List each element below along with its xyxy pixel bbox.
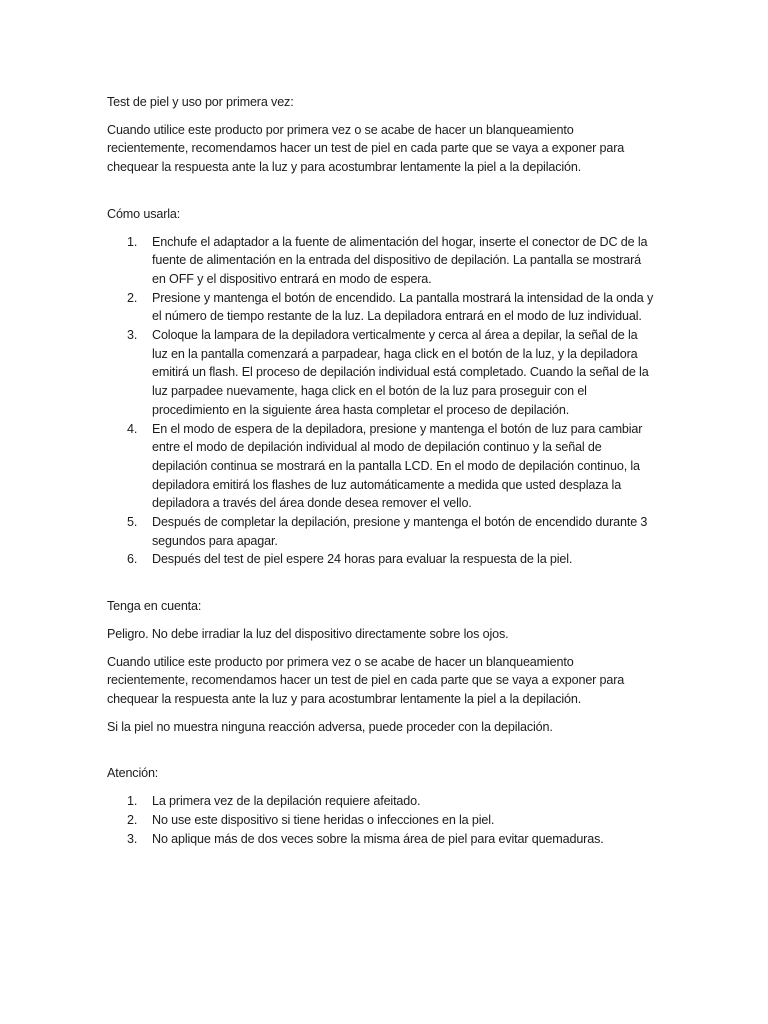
attention-number: 3. [127,831,138,846]
step-item [107,513,655,550]
attention-number: 2. [127,812,138,827]
attention-item [107,792,655,811]
step-item [107,420,655,514]
step-item [107,550,655,569]
how-to-use-heading: Cómo usarla: [107,206,181,221]
step-text: Coloque la lampara de la depiladora verticalmente y cerca al área a depilar, la señal de la luz en la pantalla comenzará a parpadear, haga click en el botón de la luz, y la depiladora emitirá un flash. El proceso de depilación individual está completado. Cuando la señal de la luz parpadee nuevamente, haga click en el botón de la luz para proseguir con el procedimiento en la siguiente área hasta completar el proceso de depilación. [152,328,649,417]
step-text: En el modo de espera de la depiladora, presione y mantenga el botón de luz para cambiar entre el modo de depilación individual al modo de depilación continuo y la señal de depilación continua se mostrará en la pantalla LCD. En el modo de depilación continuo, la depiladora emitirá los flashes de luz automáticamente a medida que usted desplaza la depiladora a través del área donde desea remover el vello. [152,421,643,511]
step-number: 4. [127,421,138,436]
attention-text: La primera vez de la depilación requiere afeitado. [152,794,421,809]
attention-list [107,792,655,848]
step-text: Presione y mantenga el botón de encendido. La pantalla mostrará la intensidad de la onda y el número de tiempo restante de la luz. La depiladora entrará en el modo de luz individual. [152,290,654,324]
keep-in-mind-paragraph: Cuando utilice este producto por primera vez o se acabe de hacer un blanqueamiento recientemente, recomendamos hacer un test de piel en cada parte que se vaya a exponer para chequear la respuesta ante la luz y para acostumbrar lentamente la piel a la depilación. [107,654,625,706]
step-item [107,289,655,326]
step-number: 1. [127,234,138,249]
attention-heading: Atención: [107,766,159,781]
keep-in-mind-heading: Tenga en cuenta: [107,599,202,614]
step-number: 2. [127,290,138,305]
step-text: Después del test de piel espere 24 horas para evaluar la respuesta de la piel. [152,552,573,567]
step-item [107,326,655,420]
attention-text: No aplique más de dos veces sobre la misma área de piel para evitar quemaduras. [152,831,604,846]
document-page [107,93,655,848]
how-to-use-steps [107,233,655,570]
attention-item [107,811,655,830]
attention-text: No use este dispositivo si tiene heridas o infecciones en la piel. [152,812,495,827]
proceed-note: Si la piel no muestra ninguna reacción adversa, puede proceder con la depilación. [107,719,553,734]
skin-test-heading: Test de piel y uso por primera vez: [107,95,294,109]
step-text: Enchufe el adaptador a la fuente de alimentación del hogar, inserte el conector de DC de la fuente de alimentación en la entrada del dispositivo de depilación. La pantalla se mostrará en OFF y el dispositivo entrará en modo de espera. [152,234,648,286]
attention-item [107,830,655,849]
step-text: Después de completar la depilación, presione y mantenga el botón de encendido durante 3 segundos para apagar. [152,515,648,548]
step-item [107,233,655,289]
step-number: 3. [127,328,138,343]
step-number: 6. [127,552,138,567]
attention-number: 1. [127,794,138,809]
skin-test-paragraph: Cuando utilice este producto por primera vez o se acabe de hacer un blanqueamiento recientemente, recomendamos hacer un test de piel en cada parte que se vaya a exponer para chequear la respuesta ante la luz y para acostumbrar lentamente la piel a la depilación. [107,122,625,175]
danger-warning: Peligro. No debe irradiar la luz del dispositivo directamente sobre los ojos. [107,626,509,641]
step-number: 5. [127,515,138,530]
